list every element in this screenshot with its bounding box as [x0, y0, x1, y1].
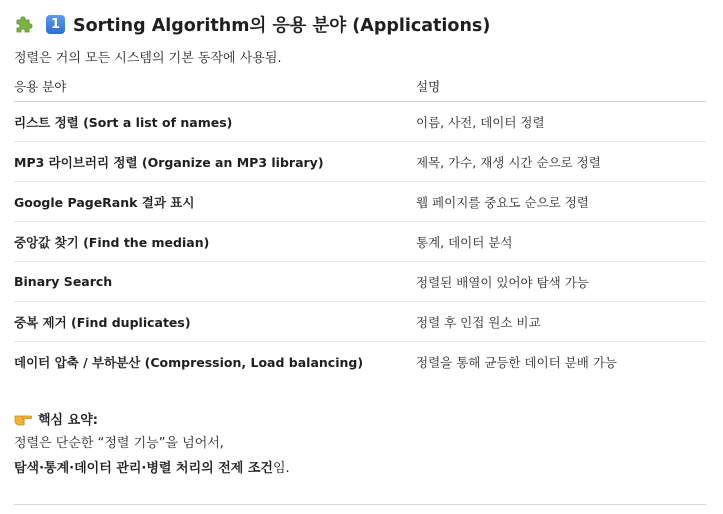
- column-header-area: 응용 분야: [14, 70, 416, 102]
- keycap-one-icon: 1: [46, 15, 65, 34]
- table-row: [14, 262, 706, 302]
- intro-text: 정렬은 거의 모든 시스템의 기본 동작에 사용됨.: [14, 51, 282, 66]
- cell-description: 정렬을 통해 균등한 데이터 분배 가능: [416, 354, 617, 370]
- applications-table: [14, 70, 706, 381]
- cell-description: 통계, 데이터 분석: [416, 222, 706, 262]
- table-row: [14, 302, 706, 342]
- cell-description: 제목, 가수, 재생 시간 순으로 정렬: [416, 142, 706, 182]
- table-row: [14, 102, 706, 142]
- cell-application-area: 중복 제거 (Find duplicates): [14, 302, 416, 342]
- summary-heading: [14, 408, 290, 428]
- table-row: [14, 182, 706, 222]
- summary-block: [14, 408, 290, 479]
- summary-suffix: 임.: [272, 461, 290, 476]
- cell-description: 정렬된 배열이 있어야 탐색 가능: [416, 262, 706, 302]
- cell-application-area: Google PageRank 결과 표시: [14, 182, 416, 222]
- cell-description: 웹 페이지를 중요도 순으로 정렬: [416, 182, 706, 222]
- cell-application-area: 리스트 정렬 (Sort a list of names): [14, 102, 416, 142]
- table-header-row: [14, 70, 706, 102]
- cell-application-area: 데이터 압축 / 부하분산 (Compression, Load balancing): [14, 354, 364, 370]
- summary-line-1: 정렬은 단순한 “정렬 기능”을 넘어서,: [14, 436, 224, 451]
- section-heading: [14, 11, 490, 37]
- cell-description: 이름, 사전, 데이터 정렬: [416, 102, 706, 142]
- summary-emphasis: 탐색·통계·데이터 관리·병렬 처리의 전제 조건: [14, 461, 273, 476]
- cell-description: 정렬 후 인접 원소 비교: [416, 302, 706, 342]
- column-header-description: 설명: [416, 70, 706, 102]
- summary-title: 핵심 요약:: [38, 412, 98, 428]
- table-row: [14, 342, 706, 382]
- cell-application-area: MP3 라이브러리 정렬 (Organize an MP3 library): [14, 142, 416, 182]
- bottom-divider: [14, 504, 706, 505]
- page-title: Sorting Algorithm의 응용 분야 (Applications): [73, 15, 491, 36]
- table-row: [14, 222, 706, 262]
- table-row: [14, 142, 706, 182]
- summary-line-2: [14, 459, 290, 479]
- puzzle-piece-icon: [14, 14, 34, 34]
- pointing-hand-icon: [14, 410, 32, 426]
- cell-application-area: 중앙값 찾기 (Find the median): [14, 222, 416, 262]
- cell-application-area: Binary Search: [14, 262, 416, 302]
